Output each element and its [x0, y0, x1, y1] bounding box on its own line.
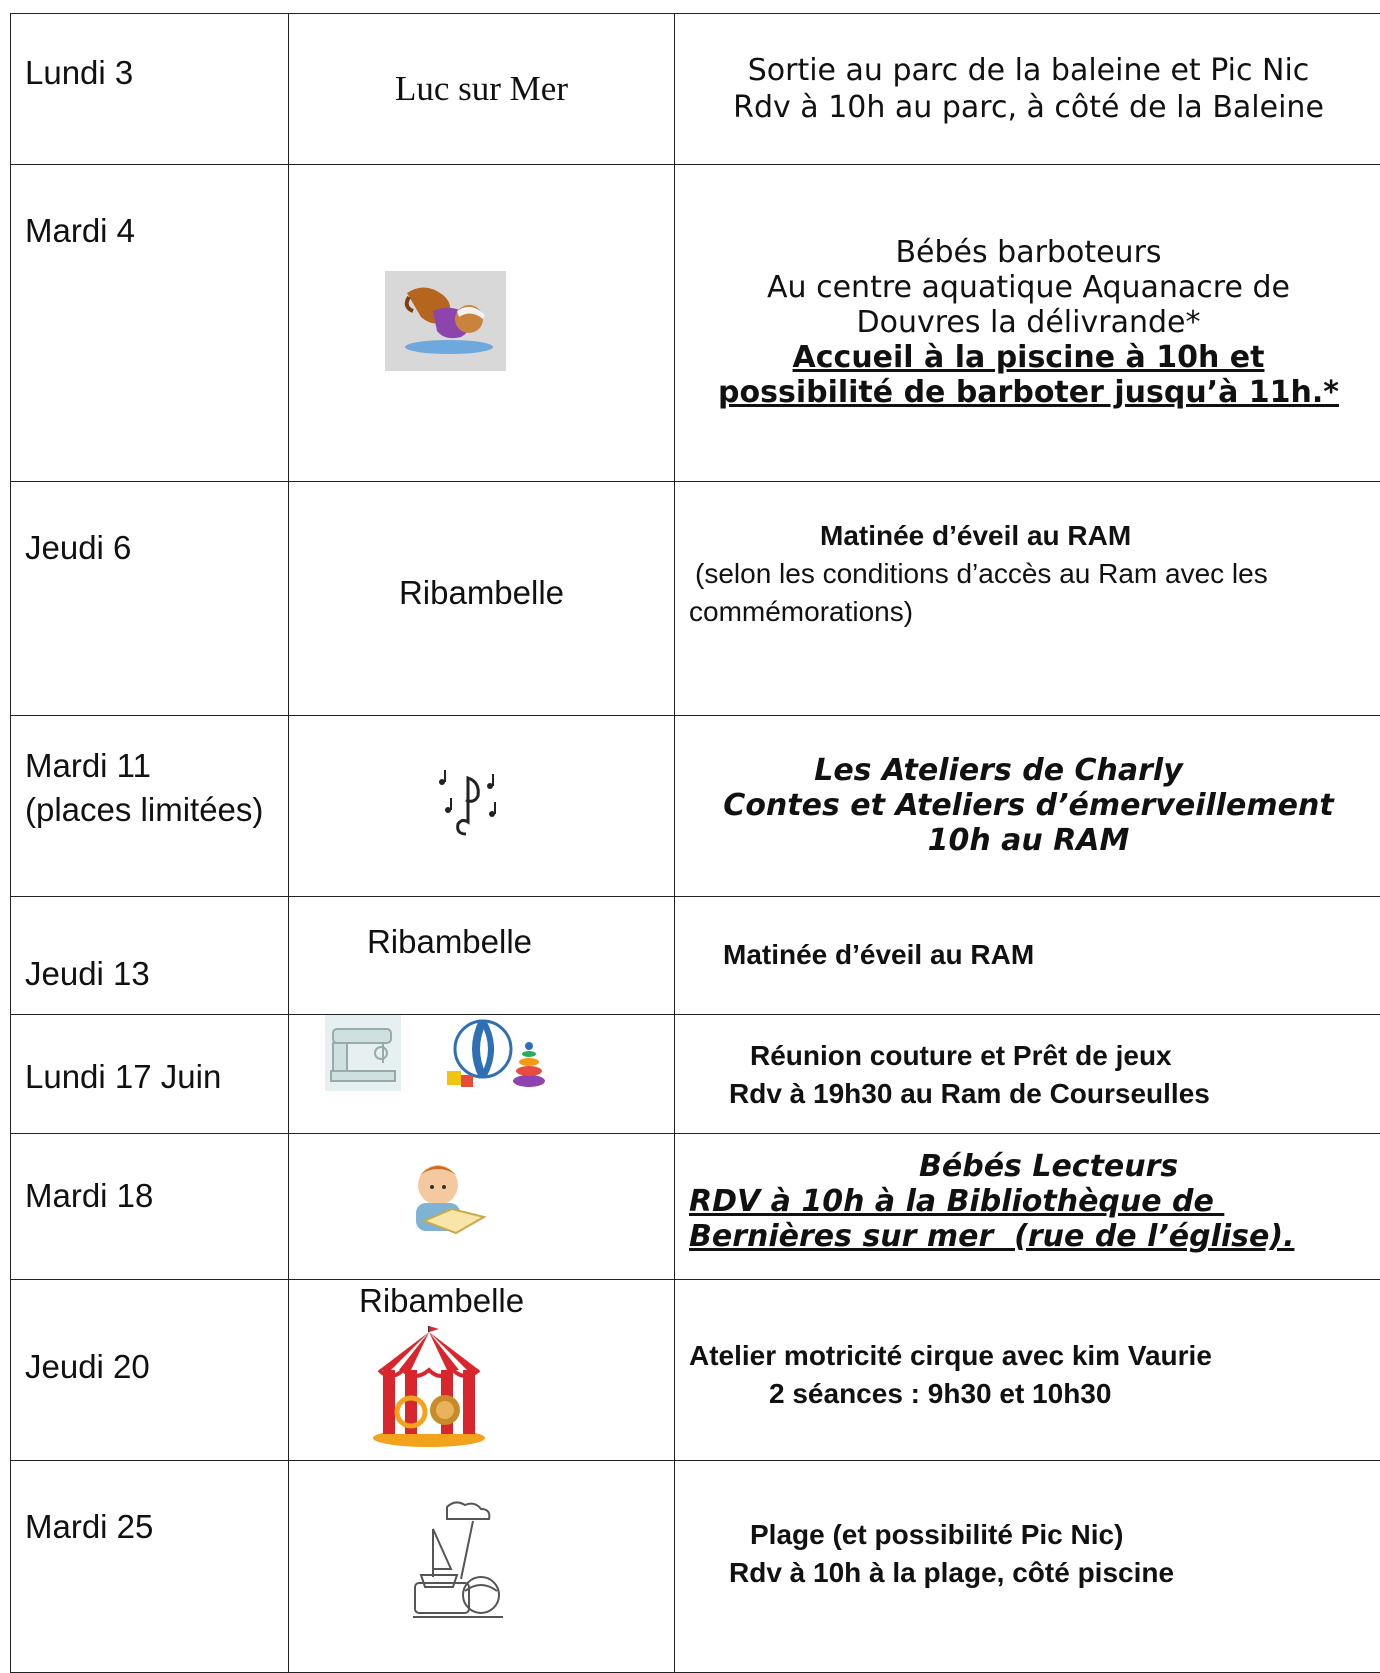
day-note: (places limitées) — [25, 788, 288, 832]
activity-line: Matinée d’éveil au RAM — [675, 936, 1380, 974]
icon-cell — [289, 1015, 675, 1134]
day-cell — [11, 14, 289, 165]
day-label: Jeudi 6 — [25, 529, 131, 566]
activity-line: commémorations) — [675, 593, 1380, 631]
activity-line: Atelier motricité cirque avec kim Vaurie — [675, 1337, 1380, 1375]
place-label: Ribambelle — [359, 1282, 524, 1320]
icon-cell — [289, 1460, 675, 1672]
activity-cell — [675, 164, 1380, 481]
activity-line: 10h au RAM — [675, 823, 1380, 858]
table-row — [11, 1280, 1380, 1460]
table-row — [11, 1015, 1380, 1134]
day-label: Mardi 25 — [25, 1508, 153, 1545]
activity-line: Les Ateliers de Charly — [615, 753, 1380, 788]
toys-icon — [439, 1015, 547, 1091]
activity-line: Rdv à 19h30 au Ram de Courseulles — [675, 1075, 1380, 1113]
day-label: Mardi 11 — [25, 744, 288, 788]
activity-cell — [675, 481, 1380, 715]
activity-line: Contes et Ateliers d’émerveillement — [675, 788, 1380, 823]
place-cell — [289, 1280, 675, 1460]
table-row — [11, 481, 1380, 715]
day-cell — [11, 896, 289, 1015]
place-label: Ribambelle — [399, 574, 564, 611]
beach-toys-icon — [411, 1499, 507, 1623]
place-cell — [289, 481, 675, 715]
music-notes-icon — [428, 764, 508, 844]
activity-line: Rdv à 10h au parc, à côté de la Baleine — [675, 89, 1380, 126]
table-row — [11, 164, 1380, 481]
activity-cell — [675, 1460, 1380, 1672]
activity-line: 2 séances : 9h30 et 10h30 — [675, 1375, 1380, 1413]
table-row — [11, 896, 1380, 1015]
activity-cell — [675, 716, 1380, 896]
day-cell — [11, 1015, 289, 1134]
activity-title: Bébés Lecteurs — [675, 1149, 1380, 1184]
activity-line-emphasis: Accueil à la piscine à 10h et — [675, 340, 1380, 375]
activity-line: Bernières sur mer (rue de l’église). — [675, 1219, 1380, 1254]
day-label: Jeudi 20 — [25, 1348, 150, 1385]
activity-line: Plage (et possibilité Pic Nic) — [675, 1516, 1380, 1554]
day-label: Mardi 18 — [25, 1177, 153, 1214]
place-cell — [289, 14, 675, 165]
day-cell — [11, 1460, 289, 1672]
activity-cell — [675, 896, 1380, 1015]
place-label: Luc sur Mer — [395, 69, 568, 108]
baby-reading-icon — [394, 1151, 490, 1247]
place-label: Ribambelle — [367, 923, 532, 960]
day-label: Lundi 3 — [25, 54, 133, 91]
activity-title: Matinée d’éveil au RAM — [675, 517, 1380, 555]
table-row — [11, 1134, 1380, 1280]
activity-line: Bébés barboteurs — [675, 235, 1380, 270]
day-cell — [11, 481, 289, 715]
sewing-machine-icon — [325, 1015, 401, 1091]
activity-line: RDV à 10h à la Bibliothèque de — [675, 1184, 1380, 1219]
activity-cell — [675, 1015, 1380, 1134]
activity-line: Douvres la délivrande* — [675, 305, 1380, 340]
activity-cell — [675, 1134, 1380, 1280]
day-cell — [11, 1280, 289, 1460]
day-cell — [11, 716, 289, 896]
swimming-baby-icon — [385, 271, 506, 371]
table-row — [11, 716, 1380, 896]
day-cell — [11, 1134, 289, 1280]
circus-tent-icon — [371, 1326, 487, 1448]
activity-line: Rdv à 10h à la plage, côté piscine — [675, 1554, 1380, 1592]
table-row — [11, 1460, 1380, 1672]
day-label: Lundi 17 Juin — [25, 1058, 221, 1095]
icon-cell — [289, 716, 675, 896]
activity-line-emphasis: possibilité de barboter jusqu’à 11h.* — [675, 375, 1380, 410]
icon-cell — [289, 164, 675, 481]
activity-line: Réunion couture et Prêt de jeux — [675, 1037, 1380, 1075]
day-cell — [11, 164, 289, 481]
activity-cell — [675, 14, 1380, 165]
day-label: Mardi 4 — [25, 212, 135, 249]
icon-cell — [289, 1134, 675, 1280]
activity-cell — [675, 1280, 1380, 1460]
schedule-table — [10, 13, 1380, 1673]
activity-line: Au centre aquatique Aquanacre de — [675, 270, 1380, 305]
activity-line: Sortie au parc de la baleine et Pic Nic — [675, 52, 1380, 89]
table-row — [11, 14, 1380, 165]
day-label: Jeudi 13 — [25, 955, 150, 992]
activity-line: (selon les conditions d’accès au Ram avec les — [675, 555, 1380, 593]
place-cell — [289, 896, 675, 1015]
